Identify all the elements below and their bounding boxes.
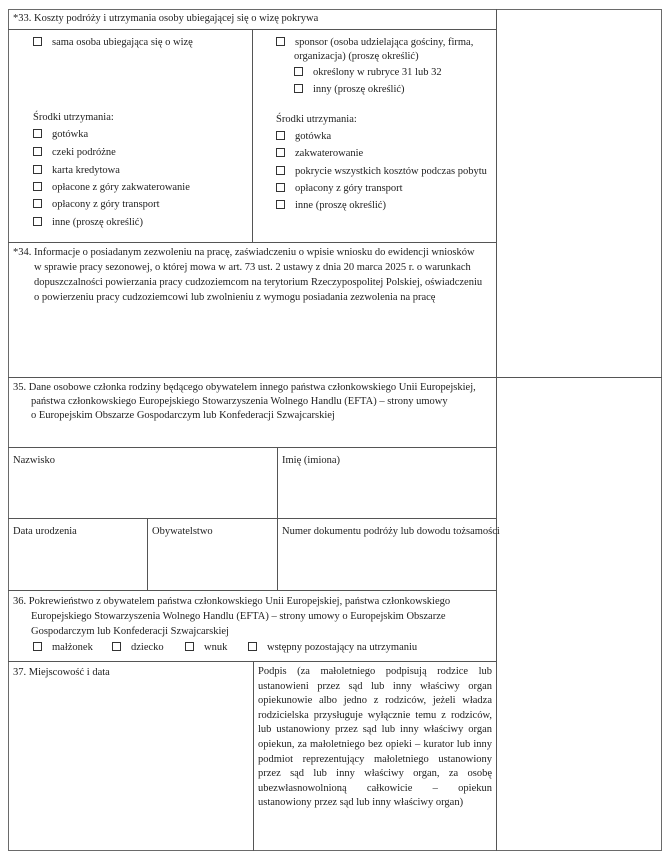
official-use-area-bottom (497, 378, 661, 850)
checkbox-icon (276, 183, 285, 192)
checkbox-icon (33, 37, 42, 46)
section-36-line: 36. Pokrewieństwo z obywatelem państwa członkowskiego Unii Europejskiej, państwa członkowskiego (13, 596, 451, 607)
signature-field[interactable] (254, 662, 496, 850)
section-33-title: *33. Koszty podróży i utrzymania osoby ubiegającej się o wizę pokrywa (13, 13, 319, 24)
first-names-label: Imię (imiona) (282, 455, 341, 466)
section-34-line: w sprawie pracy sezonowej, o której mowa w art. 73 ust. 2 ustawy z dnia 20 marca 2025 r. o warunkach (34, 262, 471, 273)
checkbox-right-means-accommodation[interactable]: zakwaterowanie (276, 147, 363, 161)
section-34-input-area[interactable] (9, 305, 495, 376)
checkbox-icon (276, 131, 285, 140)
section-34-line: *34. Informacje o posiadanym zezwoleniu na pracę, zaświadczeniu o wpisie wniosku do ewidencji wniosków (13, 247, 475, 258)
checkbox-dependent-ascendant[interactable]: wstępny pozostający na utrzymaniu (248, 641, 417, 655)
first-names-field[interactable] (278, 448, 496, 518)
checkbox-icon (33, 165, 42, 174)
section-35-line: 35. Dane osobowe członka rodziny będącego obywatelem innego państwa członkowskiego Unii Europejskiej, (13, 382, 476, 393)
divider (252, 29, 253, 242)
divider (8, 242, 496, 243)
surname-label: Nazwisko (13, 455, 55, 466)
means-label-right: Środki utrzymania: (276, 114, 357, 125)
section-36-line: Gospodarczym lub Konfederacji Szwajcarskiej (31, 626, 229, 637)
signature-label: Podpis (za małoletniego podpisują rodzice lub ustanowieni przez sąd lub inny właściwy organ opiekunowie albo jedno z rodziców, jeżeli władza rodzicielska przysługuje wyłącznie temu z rodziców, lub ustanowiony przez sąd lub inny właściwy organ opiekun, za małoletniego bez opieki – kurator lub inny podmiot reprezentujący małoletniego ustanowiony przez sąd lub inny właściwy organ, za osobę ubezwłasnowolnioną całkowicie – opiekun ustanowiony przez sąd lub inny właściwy organ) (258, 666, 492, 809)
checkbox-sponsor[interactable]: sponsor (osoba udzielająca gościny, firma, (276, 36, 473, 50)
section-35-line: państwa członkowskiego Europejskiego Stowarzyszenia Wolnego Handlu (EFTA) – strony umowy (31, 396, 448, 407)
checkbox-icon (33, 129, 42, 138)
checkbox-right-means-other[interactable]: inne (proszę określić) (276, 199, 386, 213)
checkbox-icon (33, 182, 42, 191)
place-date-field[interactable] (9, 662, 253, 850)
divider (8, 590, 496, 591)
checkbox-left-means-cheques[interactable]: czeki podróżne (33, 146, 116, 160)
checkbox-self-applicant[interactable]: sama osoba ubiegająca się o wizę (33, 36, 193, 50)
checkbox-icon (33, 199, 42, 208)
checkbox-icon (185, 642, 194, 651)
checkbox-spouse[interactable]: małżonek (33, 641, 93, 655)
citizenship-field[interactable] (148, 519, 277, 590)
checkbox-left-means-prepaid-accommodation[interactable]: opłacone z góry zakwaterowanie (33, 181, 190, 195)
checkbox-icon (276, 37, 285, 46)
section-34-line: o powierzeniu pracy cudzoziemcowi lub zwolnieniu z wymogu posiadania zezwolenia na pracę (34, 292, 436, 303)
section-35-line: o Europejskim Obszarze Gospodarczym lub Konfederacji Szwajcarskiej (31, 410, 335, 421)
checkbox-icon (248, 642, 257, 651)
checkbox-icon (33, 147, 42, 156)
section-36-line: Europejskiego Stowarzyszenia Wolnego Handlu (EFTA) – strony umowy o Europejskim Obszarze (31, 611, 446, 622)
document-number-field[interactable] (278, 519, 500, 590)
surname-field[interactable] (9, 448, 277, 518)
checkbox-icon (276, 148, 285, 157)
checkbox-icon (112, 642, 121, 651)
means-label-left: Środki utrzymania: (33, 112, 114, 123)
checkbox-child[interactable]: dziecko (112, 641, 164, 655)
checkbox-left-means-credit-card[interactable]: karta kredytowa (33, 164, 120, 178)
sponsor-label-line2: organizacja) (proszę określić) (294, 51, 419, 62)
checkbox-left-means-cash[interactable]: gotówka (33, 128, 88, 142)
birth-date-field[interactable] (9, 519, 147, 590)
place-date-label: 37. Miejscowość i data (13, 667, 110, 678)
checkbox-left-means-prepaid-transport[interactable]: opłacony z góry transport (33, 198, 160, 212)
checkbox-icon (33, 217, 42, 226)
checkbox-icon (294, 84, 303, 93)
checkbox-right-means-all-costs[interactable]: pokrycie wszystkich kosztów podczas pobytu (276, 165, 487, 179)
birth-date-label: Data urodzenia (13, 526, 77, 537)
checkbox-left-means-other[interactable]: inne (proszę określić) (33, 216, 143, 230)
checkbox-right-means-cash[interactable]: gotówka (276, 130, 331, 144)
document-number-label: Numer dokumentu podróży lub dowodu tożsamości (282, 526, 500, 537)
checkbox-icon (276, 200, 285, 209)
checkbox-icon (294, 67, 303, 76)
checkbox-right-means-prepaid-transport[interactable]: opłacony z góry transport (276, 182, 403, 196)
official-use-area-top (497, 10, 661, 376)
checkbox-icon (276, 166, 285, 175)
checkbox-sponsor-other[interactable]: inny (proszę określić) (294, 83, 405, 97)
section-34-line: dopuszczalności powierzania pracy cudzoziemcom na terytorium Rzeczypospolitej Polskiej, oświadczeniu (34, 277, 483, 288)
checkbox-sponsor-specified[interactable]: określony w rubryce 31 lub 32 (294, 66, 442, 80)
checkbox-icon (33, 642, 42, 651)
checkbox-grandchild[interactable]: wnuk (185, 641, 227, 655)
citizenship-label: Obywatelstwo (152, 526, 213, 537)
